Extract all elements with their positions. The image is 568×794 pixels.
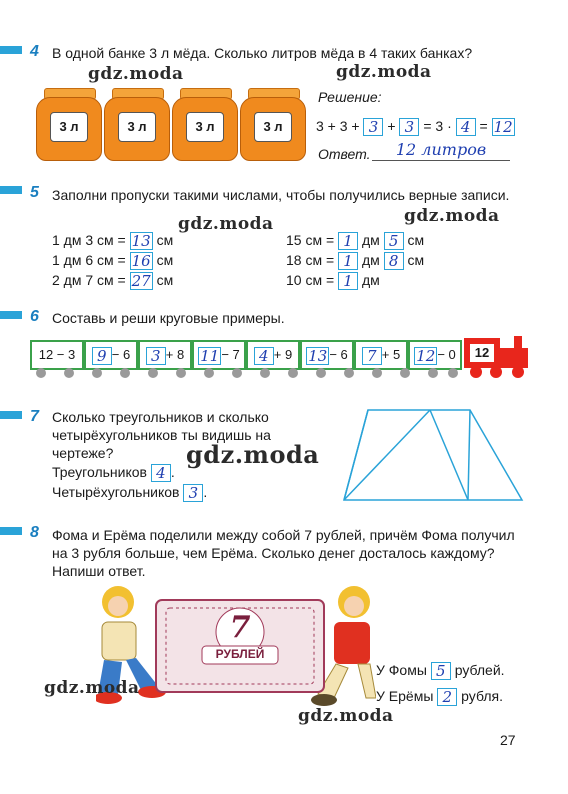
watermark: gdz.moda <box>336 62 432 82</box>
wagon: 12 − 0 <box>408 340 462 370</box>
erema-answer-row: У Ерёмы 2 рубля. <box>376 688 503 707</box>
wagon: 3 + 8 <box>138 340 192 370</box>
honey-jar: 3 л <box>36 88 102 160</box>
wagon: 7 + 5 <box>354 340 408 370</box>
task5-number: 5 <box>30 184 39 201</box>
task4-marker <box>0 46 22 54</box>
wagon: 12 − 3 <box>30 340 84 370</box>
wheel <box>372 368 382 378</box>
wagon: 9 − 6 <box>84 340 138 370</box>
answer-box[interactable]: 12 <box>416 346 436 365</box>
answer-box[interactable]: 11 <box>200 346 220 365</box>
wheel <box>36 368 46 378</box>
conversion-row: 1 дм 6 см = 16 см <box>52 252 174 271</box>
answer-box[interactable]: 4 <box>254 347 274 365</box>
divider <box>0 530 18 532</box>
conversion-row: 15 см = 1 дм 5 см <box>286 232 425 251</box>
honey-jar: 3 л <box>104 88 170 160</box>
task7-question: Сколько треугольников и сколько четырёхугольников ты видишь на чертеже? <box>52 409 271 461</box>
solution-label: Решение: <box>318 89 382 105</box>
answer-box[interactable]: 1 <box>338 272 358 290</box>
page-number: 27 <box>500 732 516 748</box>
task7-marker <box>0 411 22 419</box>
wheel <box>400 368 410 378</box>
answer-box[interactable]: 12 <box>493 118 513 137</box>
answer-box[interactable]: 4 <box>456 118 476 136</box>
answer-box[interactable]: 3 <box>183 484 203 502</box>
banknote-number: 7 <box>229 610 251 645</box>
wheel <box>344 368 354 378</box>
wheel <box>120 368 130 378</box>
answer-box[interactable]: 5 <box>384 232 404 250</box>
wheel <box>260 368 270 378</box>
engine-value: 12 <box>474 345 490 360</box>
answer-box[interactable]: 7 <box>362 347 382 365</box>
quads-row: Четырёхугольников 3 . <box>52 484 208 503</box>
answer-box[interactable]: 8 <box>384 252 404 270</box>
wheel <box>428 368 438 378</box>
task8-number: 8 <box>30 524 39 541</box>
conversion-row: 1 дм 3 см = 13 см <box>52 232 174 251</box>
answer-box[interactable]: 13 <box>131 232 151 251</box>
watermark: gdz.moda <box>298 706 394 726</box>
task5-question: Заполни пропуски такими числами, чтобы получились верные записи. <box>52 187 510 203</box>
watermark: gdz.moda <box>186 440 320 469</box>
task4-question: В одной банке 3 л мёда. Сколько литров мёда в 4 таких банках? <box>52 45 473 61</box>
task6-number: 6 <box>30 308 39 325</box>
wagon: 13 − 6 <box>300 340 354 370</box>
answer-line[interactable]: 12 литров <box>372 140 510 161</box>
banknote-word: РУБЛЕЙ <box>215 647 265 661</box>
task6-marker <box>0 311 22 319</box>
wheel <box>148 368 158 378</box>
wheel <box>316 368 326 378</box>
answer-box[interactable]: 4 <box>151 464 171 482</box>
honey-jar: 3 л <box>240 88 306 160</box>
wheel <box>288 368 298 378</box>
wheel <box>448 368 458 378</box>
answer-box[interactable]: 13 <box>308 346 328 365</box>
answer-label: Ответ. <box>318 146 371 162</box>
answer-box[interactable]: 3 <box>363 118 383 136</box>
task8-question: Фома и Ерёма поделили между собой 7 рублей, причём Фома получил на 3 рубля больше, чем Ерёма. Сколько денег досталось каждому? Напиши ответ. <box>52 527 515 579</box>
watermark: gdz.moda <box>178 214 274 234</box>
divider <box>0 189 18 191</box>
honey-jar: 3 л <box>172 88 238 160</box>
answer-box[interactable]: 3 <box>399 118 419 136</box>
wheel <box>176 368 186 378</box>
answer-box[interactable]: 1 <box>338 252 358 270</box>
wagon: 11 − 7 <box>192 340 246 370</box>
answer-box[interactable]: 5 <box>431 662 451 680</box>
conversion-row: 10 см = 1 дм <box>286 272 380 291</box>
task6-question: Составь и реши круговые примеры. <box>52 310 285 326</box>
solution-equation: 3 + 3 + 3 + 3 = 3 · 4 = 12 <box>316 118 513 137</box>
answer-box[interactable]: 16 <box>131 252 151 271</box>
conversion-row: 18 см = 1 дм 8 см <box>286 252 425 271</box>
conversion-row: 2 дм 7 см = 27 см <box>52 272 174 291</box>
foma-answer-row: У Фомы 5 рублей. <box>376 662 505 681</box>
wagon: 4 + 9 <box>246 340 300 370</box>
triangles-row: Треугольников 4 . <box>52 464 175 483</box>
answer-box[interactable]: 2 <box>437 688 457 706</box>
wheel <box>92 368 102 378</box>
task7-number: 7 <box>30 408 39 425</box>
wheel <box>204 368 214 378</box>
wheel <box>64 368 74 378</box>
task4-number: 4 <box>30 43 39 60</box>
watermark: gdz.moda <box>404 206 500 226</box>
answer-box[interactable]: 9 <box>92 347 112 365</box>
watermark: gdz.moda <box>44 678 140 698</box>
answer-box[interactable]: 3 <box>146 347 166 365</box>
answer-box[interactable]: 27 <box>131 272 151 291</box>
triangles-figure <box>340 404 526 506</box>
watermark: gdz.moda <box>88 64 184 84</box>
answer-box[interactable]: 1 <box>338 232 358 250</box>
wheel <box>232 368 242 378</box>
